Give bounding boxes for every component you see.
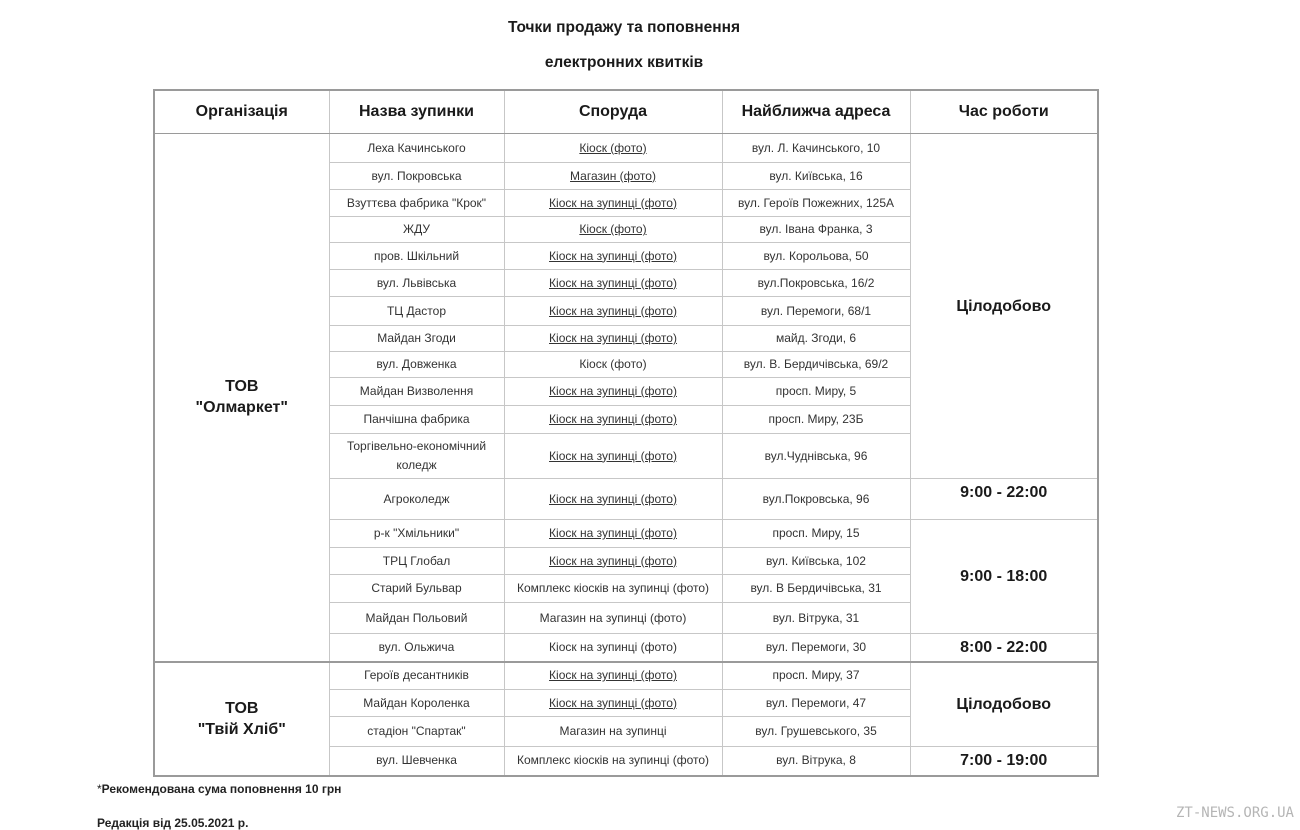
building-link[interactable]: Кіоск (фото) [504, 217, 722, 243]
building-link[interactable]: Кіоск на зупинці (фото) [504, 434, 722, 479]
address: вул.Чуднівська, 96 [722, 434, 910, 479]
site-watermark: ZT-NEWS.ORG.UA [1175, 805, 1294, 821]
stop-name: Взуттєва фабрика "Крок" [329, 190, 504, 217]
stop-name: пров. Шкільний [329, 243, 504, 270]
address: вул. Перемоги, 68/1 [722, 297, 910, 326]
stop-name: стадіон "Спартак" [329, 717, 504, 747]
stop-name: р-к "Хмільники" [329, 520, 504, 548]
recommended-amount-note: *Рекомендована сума поповнення 10 грн [97, 782, 342, 796]
table-header-row [154, 90, 1098, 134]
organization-tviy-khlib: ТОВ "Твій Хліб" [154, 662, 329, 776]
building-text: Комплекс кіосків на зупинці (фото) [504, 747, 722, 776]
table-row [154, 662, 1098, 690]
stop-name: Леха Качинського [329, 134, 504, 163]
building-link[interactable]: Кіоск на зупинці (фото) [504, 297, 722, 326]
building-link[interactable]: Кіоск на зупинці (фото) [504, 270, 722, 297]
page-title-line2: електронних квитків [544, 54, 704, 71]
stop-name: Старий Бульвар [329, 575, 504, 603]
edition-date: Редакція від 25.05.2021 р. [97, 816, 249, 830]
address: вул. Грушевського, 35 [722, 717, 910, 747]
building-link[interactable]: Кіоск на зупинці (фото) [504, 548, 722, 575]
building-text: Кіоск на зупинці (фото) [504, 634, 722, 662]
header-stop-name: Назва зупинки [329, 90, 504, 134]
address: вул. Л. Качинського, 10 [722, 134, 910, 163]
building-link[interactable]: Кіоск на зупинці (фото) [504, 662, 722, 690]
address: вул. Івана Франка, 3 [722, 217, 910, 243]
stop-name: Торгівельно-економічний коледж [329, 434, 504, 479]
building-link[interactable]: Кіоск на зупинці (фото) [504, 190, 722, 217]
address: вул. Київська, 16 [722, 163, 910, 190]
building-link[interactable]: Кіоск (фото) [504, 134, 722, 163]
address: просп. Миру, 37 [722, 662, 910, 690]
address: вул.Покровська, 96 [722, 479, 910, 520]
building-text: Кіоск (фото) [504, 352, 722, 378]
stop-name: Майдан Визволення [329, 378, 504, 406]
stop-name: Майдан Польовий [329, 603, 504, 634]
building-link[interactable]: Кіоск на зупинці (фото) [504, 406, 722, 434]
stop-name: Героїв десантників [329, 662, 504, 690]
header-organization: Організація [154, 90, 329, 134]
address: вул. Героїв Пожежних, 125А [722, 190, 910, 217]
table-row [154, 134, 1098, 163]
hours-tviy-khlib-24h: Цілодобово [910, 662, 1098, 747]
stop-name: Майдан Короленка [329, 690, 504, 717]
address: вул. В Бердичівська, 31 [722, 575, 910, 603]
stop-name: Панчішна фабрика [329, 406, 504, 434]
page-title-line1: Точки продажу та поповнення [507, 19, 741, 36]
building-link[interactable]: Кіоск на зупинці (фото) [504, 378, 722, 406]
stop-name: вул. Шевченка [329, 747, 504, 776]
building-text: Магазин на зупинці (фото) [504, 603, 722, 634]
header-address: Найближча адреса [722, 90, 910, 134]
address: просп. Миру, 5 [722, 378, 910, 406]
address: майд. Згоди, 6 [722, 326, 910, 352]
stop-name: вул. Ольжича [329, 634, 504, 662]
hours-8-22: 8:00 - 22:00 [910, 634, 1098, 662]
address: просп. Миру, 23Б [722, 406, 910, 434]
hours-7-19: 7:00 - 19:00 [910, 747, 1098, 776]
hours-9-18: 9:00 - 18:00 [910, 520, 1098, 634]
address: вул. Київська, 102 [722, 548, 910, 575]
header-hours: Час роботи [910, 90, 1098, 134]
building-link[interactable]: Кіоск на зупинці (фото) [504, 690, 722, 717]
stop-name: ТРЦ Глобал [329, 548, 504, 575]
hours-9-22: 9:00 - 22:00 [910, 479, 1098, 520]
address: вул.Покровська, 16/2 [722, 270, 910, 297]
building-link[interactable]: Магазин (фото) [504, 163, 722, 190]
sales-points-table [153, 89, 1099, 777]
address: вул. Перемоги, 47 [722, 690, 910, 717]
building-link[interactable]: Кіоск на зупинці (фото) [504, 520, 722, 548]
stop-name: вул. Львівська [329, 270, 504, 297]
building-text: Комплекс кіосків на зупинці (фото) [504, 575, 722, 603]
building-link[interactable]: Кіоск на зупинці (фото) [504, 243, 722, 270]
building-link[interactable]: Кіоск на зупинці (фото) [504, 479, 722, 520]
address: вул. Вітрука, 8 [722, 747, 910, 776]
building-link[interactable]: Кіоск на зупинці (фото) [504, 326, 722, 352]
header-building: Споруда [504, 90, 722, 134]
building-text: Магазин на зупинці [504, 717, 722, 747]
address: вул. Вітрука, 31 [722, 603, 910, 634]
stop-name: Агроколедж [329, 479, 504, 520]
stop-name: Майдан Згоди [329, 326, 504, 352]
address: вул. Корольова, 50 [722, 243, 910, 270]
stop-name: ТЦ Дастор [329, 297, 504, 326]
address: вул. В. Бердичівська, 69/2 [722, 352, 910, 378]
address: просп. Миру, 15 [722, 520, 910, 548]
organization-olmarket: ТОВ "Олмаркет" [154, 134, 329, 662]
stop-name: ЖДУ [329, 217, 504, 243]
stop-name: вул. Довженка [329, 352, 504, 378]
hours-olmarket-24h: Цілодобово [910, 134, 1098, 479]
address: вул. Перемоги, 30 [722, 634, 910, 662]
stop-name: вул. Покровська [329, 163, 504, 190]
